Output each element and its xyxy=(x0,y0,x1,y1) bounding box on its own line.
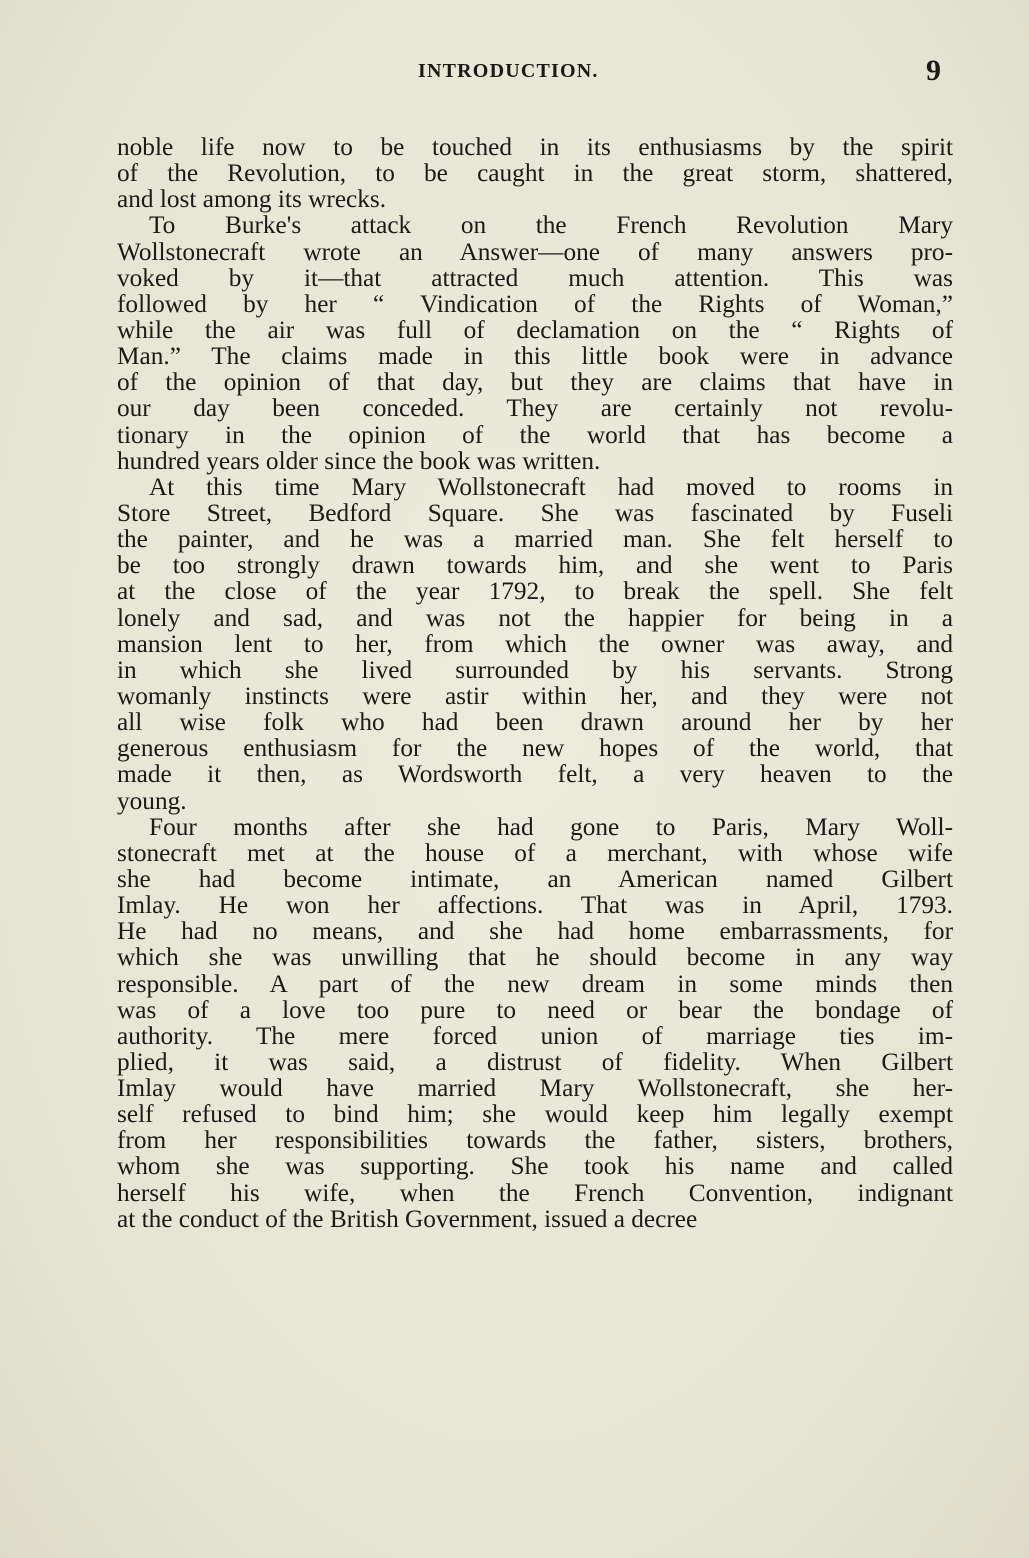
text-line: tionary in the opinion of the world that has become a xyxy=(117,420,953,449)
text-line: lonely and sad, and was not the happier for being in a xyxy=(117,603,953,632)
paragraph xyxy=(117,814,953,1232)
text-line: followed by her “ Vindication of the Rights of Woman,” xyxy=(117,289,953,318)
paragraph xyxy=(117,474,953,814)
text-line: the painter, and he was a married man. She felt herself to xyxy=(117,525,953,554)
text-line: To Burke's attack on the French Revolution Mary xyxy=(149,211,953,240)
text-line: responsible. A part of the new dream in some minds then xyxy=(117,969,953,998)
text-line: of the Revolution, to be caught in the great storm, shattered, xyxy=(117,159,953,188)
text-line: Store Street, Bedford Square. She was fascinated by Fuseli xyxy=(117,498,953,527)
text-line: womanly instincts were astir within her, and they were not xyxy=(117,681,953,710)
text-line: in which she lived surrounded by his servants. Strong xyxy=(117,655,953,684)
text-line: be too strongly drawn towards him, and she went to Paris xyxy=(117,551,953,580)
text-line: whom she was supporting. She took his name and called xyxy=(117,1152,953,1181)
text-line: which she was unwilling that he should become in any way xyxy=(117,943,953,972)
text-line: from her responsibilities towards the father, sisters, brothers, xyxy=(117,1126,953,1155)
running-title: INTRODUCTION. xyxy=(418,60,599,82)
text-line: made it then, as Wordsworth felt, a very heaven to the xyxy=(117,760,953,789)
text-line: noble life now to be touched in its enthusiasms by the spirit xyxy=(117,133,953,161)
text-line: Imlay would have married Mary Wollstonecraft, she her- xyxy=(117,1074,953,1103)
running-head xyxy=(0,56,1029,96)
text-line: Man.” The claims made in this little book were in advance xyxy=(117,342,953,371)
text-line: hundred years older since the book was written. xyxy=(117,446,601,475)
text-line: while the air was full of declamation on the “ Rights of xyxy=(117,315,953,344)
text-line: stonecraft met at the house of a merchant, with whose wife xyxy=(117,838,953,867)
text-line: she had become intimate, an American named Gilbert xyxy=(117,864,953,893)
text-line: at the conduct of the British Government, issued a decree xyxy=(117,1204,698,1233)
text-line: Wollstonecraft wrote an Answer—one of many answers pro- xyxy=(117,237,953,266)
text-line: At this time Mary Wollstonecraft had moved to rooms in xyxy=(149,472,953,501)
text-line: Four months after she had gone to Paris, Mary Woll- xyxy=(149,812,953,841)
text-line: was of a love too pure to need or bear the bondage of xyxy=(117,995,953,1024)
text-line: of the opinion of that day, but they are claims that have in xyxy=(117,368,953,397)
paragraph xyxy=(117,134,953,212)
text-line: authority. The mere forced union of marriage ties im- xyxy=(117,1021,953,1050)
text-line: Imlay. He won her affections. That was in April, 1793. xyxy=(117,891,953,920)
text-line: plied, it was said, a distrust of fidelity. When Gilbert xyxy=(117,1047,953,1076)
paragraph xyxy=(117,212,953,473)
text-line: young. xyxy=(117,786,187,815)
text-line: generous enthusiasm for the new hopes of the world, that xyxy=(117,734,953,763)
text-line: self refused to bind him; she would keep him legally exempt xyxy=(117,1100,953,1129)
body-text xyxy=(117,134,953,1232)
text-line: voked by it—that attracted much attention. This was xyxy=(117,263,953,292)
page-number: 9 xyxy=(926,54,941,87)
text-line: all wise folk who had been drawn around her by her xyxy=(117,708,953,737)
text-line: mansion lent to her, from which the owner was away, and xyxy=(117,629,953,658)
text-line: herself his wife, when the French Convention, indignant xyxy=(117,1178,953,1207)
text-line: He had no means, and she had home embarrassments, for xyxy=(117,917,953,946)
text-line: and lost among its wrecks. xyxy=(117,185,387,214)
text-line: our day been conceded. They are certainly not revolu- xyxy=(117,394,953,423)
text-line: at the close of the year 1792, to break the spell. She felt xyxy=(117,577,953,606)
